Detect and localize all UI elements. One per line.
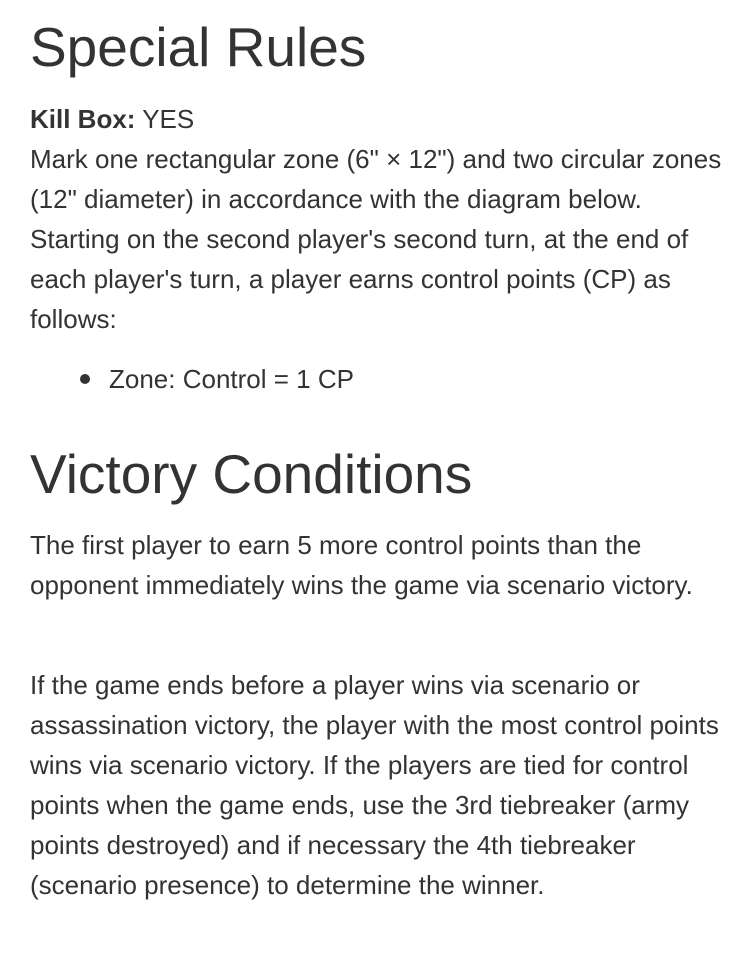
kill-box-description: Mark one rectangular zone (6" × 12") and two circular zones (12" diameter) in accordance with the diagram below. Starting on the second player's second turn, at the end of each player's turn, a player earns control points (CP) as follows: (30, 144, 722, 334)
list-item (30, 359, 354, 399)
victory-paragraph-2: If the game ends before a player wins via scenario or assassination victory, the player with the most control points wins via scenario victory. If the players are tied for control points when the game ends, use the 3rd tiebreaker (army points destroyed) and if necessary the 4th tiebreaker (scenario presence) to determine the winner. (30, 670, 719, 900)
kill-box-label: Kill Box: (30, 104, 136, 134)
victory-conditions-heading: Victory Conditions (30, 443, 473, 505)
list-item-text: Zone: Control = 1 CP (109, 364, 354, 394)
special-rules-heading: Special Rules (30, 16, 367, 78)
kill-box-line (30, 99, 730, 139)
bullet-dot-icon (80, 374, 90, 384)
victory-paragraph-1: The first player to earn 5 more control points than the opponent immediately wins the game via scenario victory. (30, 530, 693, 600)
control-points-list (30, 359, 354, 399)
kill-box-value: YES (135, 104, 195, 134)
kill-box-section (30, 99, 730, 339)
